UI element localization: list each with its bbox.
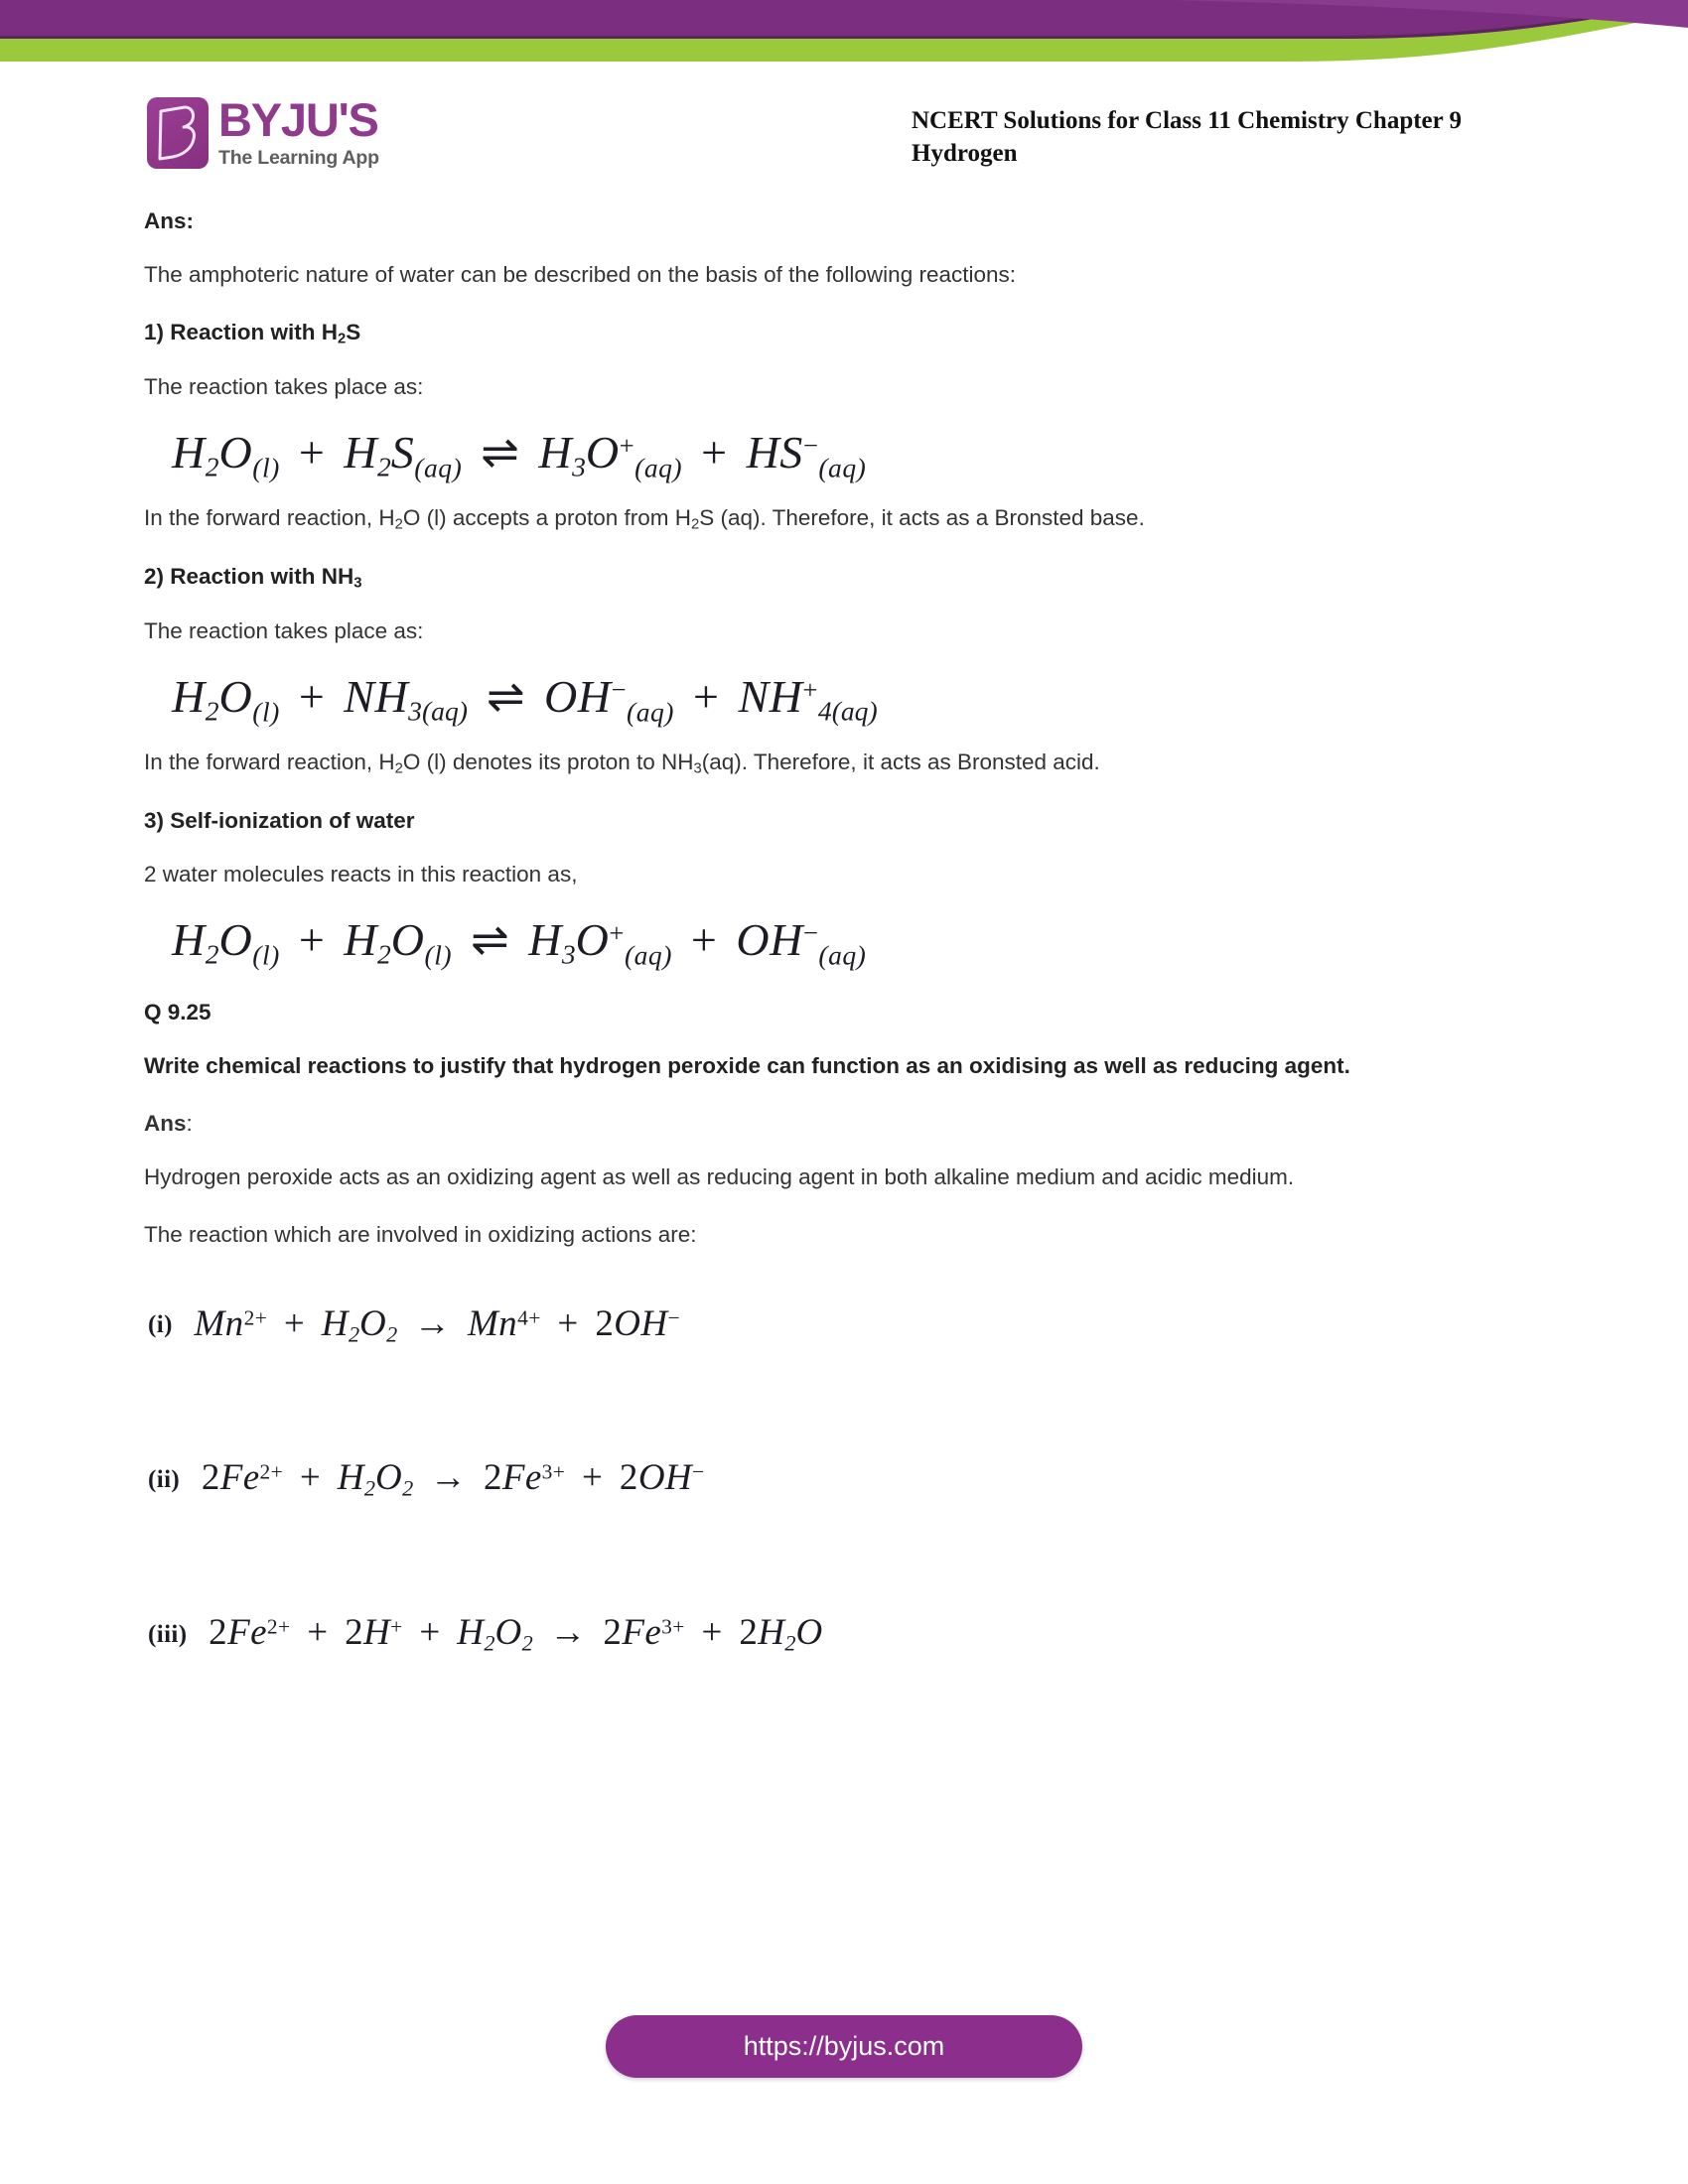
section-1-note: In the forward reaction, $H_2O$ (l) accepts a proton from $H_2S$ (aq). Therefore, it acts as a Bronsted base. (144, 504, 1145, 532)
answer-paragraph-2: The reaction which are involved in oxidizing actions are: (144, 1221, 697, 1247)
equation-iii-label: (iii) (148, 1620, 188, 1648)
equation-i-label: (i) (148, 1311, 173, 1339)
header-banner (0, 0, 1688, 89)
answer-label-1: Ans: (144, 208, 194, 233)
section-1-heading: 1) Reaction with $H_2S$ (144, 319, 361, 347)
byjus-logo (147, 93, 379, 170)
answer-label-2: Ans: (144, 1111, 193, 1136)
document-title-line-1: NCERT Solutions for Class 11 Chemistry Chapter 9 (912, 107, 1463, 134)
question-number: Q 9.25 (144, 1000, 211, 1025)
section-2-heading: 2) Reaction with $NH_3$ (144, 563, 362, 592)
section-3-heading: 3) Self-ionization of water (144, 807, 415, 833)
equation-i: (i) $Mn^{2+} + H_2O_2 \to Mn^{4+} + 2OH^-$ (148, 1302, 680, 1347)
question-text: Write chemical reactions to justify that hydrogen peroxide can function as an oxidising as well as reducing agent. (144, 1053, 1350, 1079)
document-body (144, 205, 1554, 1657)
byjus-logo-tagline: The Learning App (218, 147, 379, 170)
section-3-lead: 2 water molecules reacts in this reaction as, (144, 861, 578, 887)
equation-ii-label: (ii) (148, 1465, 181, 1493)
equation-iii: (iii) $2Fe^{2+} + 2H^+ + H_2O_2 \to 2Fe^{3+} + 2H_2O$ (148, 1612, 823, 1656)
section-1-lead: The reaction takes place as: (144, 374, 424, 400)
document-title-line-2: Hydrogen (912, 140, 1018, 167)
intro-paragraph: The amphoteric nature of water can be described on the basis of the following reactions: (144, 261, 1017, 287)
equation-3: $H_2O_{(l)} + H_2O_{(l)}$ ⇌ $H_3O^+_{(aq)} + OH^-_{(aq)}$ (172, 913, 867, 971)
equation-1: $H_2O_{(l)} + H_2S_{(aq)}$ ⇌ $H_3O^+_{(aq)} + HS^-_{(aq)}$ (172, 427, 867, 483)
byjus-logo-icon (147, 97, 209, 169)
equation-2: $H_2O_{(l)} + NH_{3(aq)}$ ⇌ $OH^-_{(aq)} + NH^+_{4(aq)}$ (172, 671, 878, 728)
byjus-url-button[interactable]: https://byjus.com (606, 2015, 1082, 2078)
section-2-note: In the forward reaction, $H_2O$ (l) denotes its proton to $NH_3(aq)$. Therefore, it acts as Bronsted acid. (144, 749, 1100, 776)
answer-paragraph-1: Hydrogen peroxide acts as an oxidizing agent as well as reducing agent in both alkaline medium and acidic medium. (144, 1163, 1295, 1189)
byjus-logo-name: BYJU'S (218, 93, 378, 146)
equation-ii: (ii) $2Fe^{2+} + H_2O_2 \to 2Fe^{3+} + 2OH^-$ (148, 1457, 705, 1502)
document-title (912, 104, 1607, 170)
section-2-lead: The reaction takes place as: (144, 618, 424, 644)
